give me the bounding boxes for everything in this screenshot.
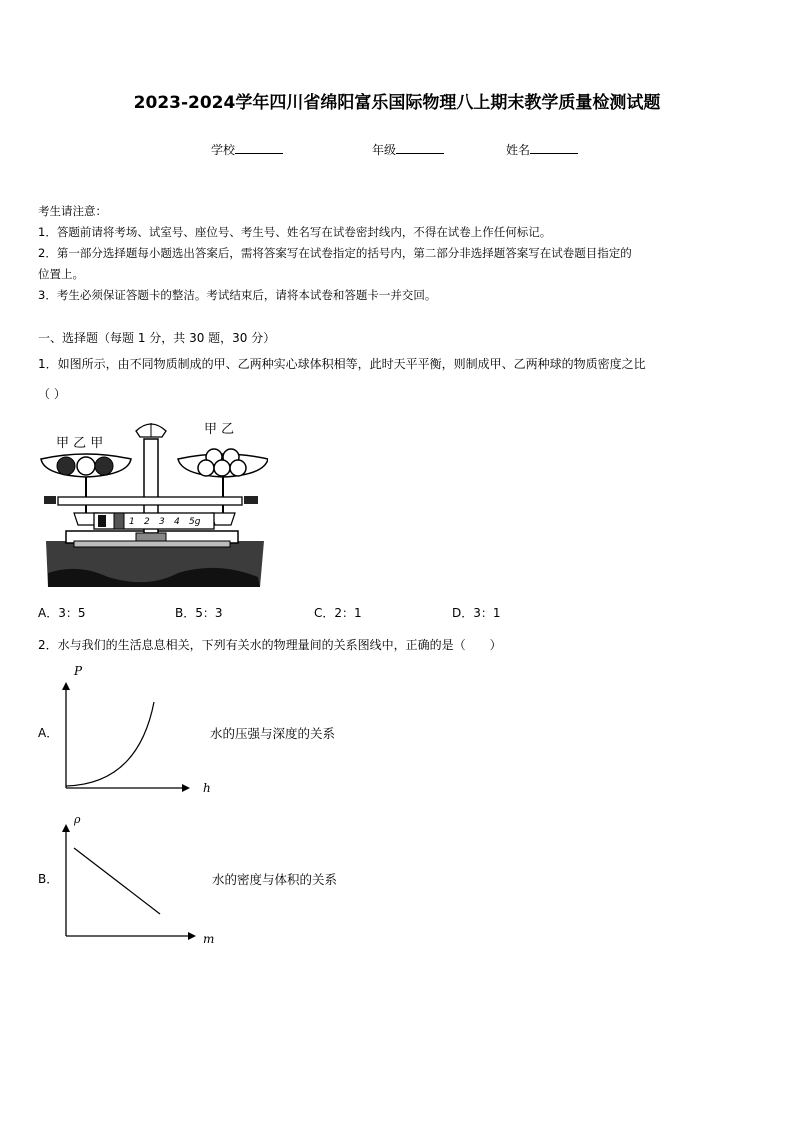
question-1-stem: 1．如图所示，由不同物质制成的甲、乙两种实心球体积相等，此时天平平衡，则制成甲、乙两种球的物质密度之比 bbox=[38, 357, 646, 371]
notice-item: 位置上。 bbox=[38, 267, 84, 281]
graph-a-y-label: P bbox=[74, 664, 83, 678]
graph-a-curve bbox=[66, 702, 154, 786]
graph-a-caption: 水的压强与深度的关系 bbox=[210, 726, 336, 741]
graph-b-x-arrow bbox=[188, 932, 196, 940]
notice-item: 1．答题前请将考场、试室号、座位号、考生号、姓名写在试卷密封线内，不得在试卷上作任何标记。 bbox=[38, 225, 552, 239]
graph-b-x-label: m bbox=[203, 932, 215, 946]
scale-tick-label: 3 bbox=[159, 517, 165, 527]
option-a[interactable]: A．3：5 bbox=[38, 606, 86, 620]
question-2-stem: 2．水与我们的生活息息相关，下列有关水的物理量间的关系图线中，正确的是（ ） bbox=[38, 638, 502, 652]
name-label: 姓名 bbox=[506, 143, 531, 157]
graph-b-y-arrow bbox=[62, 824, 70, 832]
grade-label: 年级 bbox=[372, 143, 397, 157]
grade-field[interactable] bbox=[372, 141, 444, 158]
notice-item: 2．第一部分选择题每小题选出答案后，需将答案写在试卷指定的括号内，第二部分非选择题答案写在试卷题目指定的 bbox=[38, 246, 632, 260]
graph-b-line bbox=[74, 848, 160, 914]
name-field[interactable] bbox=[506, 141, 578, 158]
balance-beam bbox=[44, 496, 258, 505]
graph-a-x-label: h bbox=[203, 781, 211, 795]
graph-b-caption: 水的密度与体积的关系 bbox=[212, 872, 338, 887]
option-d[interactable]: D．3：1 bbox=[452, 606, 501, 620]
school-field[interactable] bbox=[211, 141, 283, 158]
scale-tick-label: 5g bbox=[189, 517, 201, 527]
option-c[interactable]: C．2：1 bbox=[314, 606, 362, 620]
notice-item: 3．考生必须保证答题卡的整洁。考试结束后，请将本试卷和答题卡一并交回。 bbox=[38, 288, 437, 302]
left-pan-label: 甲 乙 甲 bbox=[56, 436, 104, 451]
graph-a bbox=[58, 680, 198, 798]
question-1-bracket: （ ） bbox=[38, 387, 66, 401]
page-title: 2023-2024学年四川省绵阳富乐国际物理八上期末教学质量检测试题 bbox=[133, 93, 661, 113]
section-heading: 一、选择题（每题 1 分，共 30 题，30 分） bbox=[38, 331, 276, 345]
school-label: 学校 bbox=[211, 143, 236, 157]
option-b[interactable]: B．5：3 bbox=[175, 606, 223, 620]
graph-b bbox=[58, 822, 204, 944]
grade-blank[interactable] bbox=[396, 141, 444, 154]
scale-tick-label: 4 bbox=[174, 517, 180, 527]
school-blank[interactable] bbox=[235, 141, 283, 154]
graph-a-y-arrow bbox=[62, 682, 70, 690]
option-b-label[interactable]: B． bbox=[38, 872, 59, 886]
scale-tick-label: 1 bbox=[129, 517, 135, 527]
option-a-label[interactable]: A． bbox=[38, 726, 59, 740]
right-pan-label: 甲 乙 bbox=[204, 422, 235, 437]
graph-a-x-arrow bbox=[182, 784, 190, 792]
name-blank[interactable] bbox=[530, 141, 578, 154]
graph-b-y-label: ρ bbox=[74, 813, 81, 826]
notice-heading: 考生请注意： bbox=[38, 204, 107, 218]
scale-tick-label: 2 bbox=[144, 517, 150, 527]
